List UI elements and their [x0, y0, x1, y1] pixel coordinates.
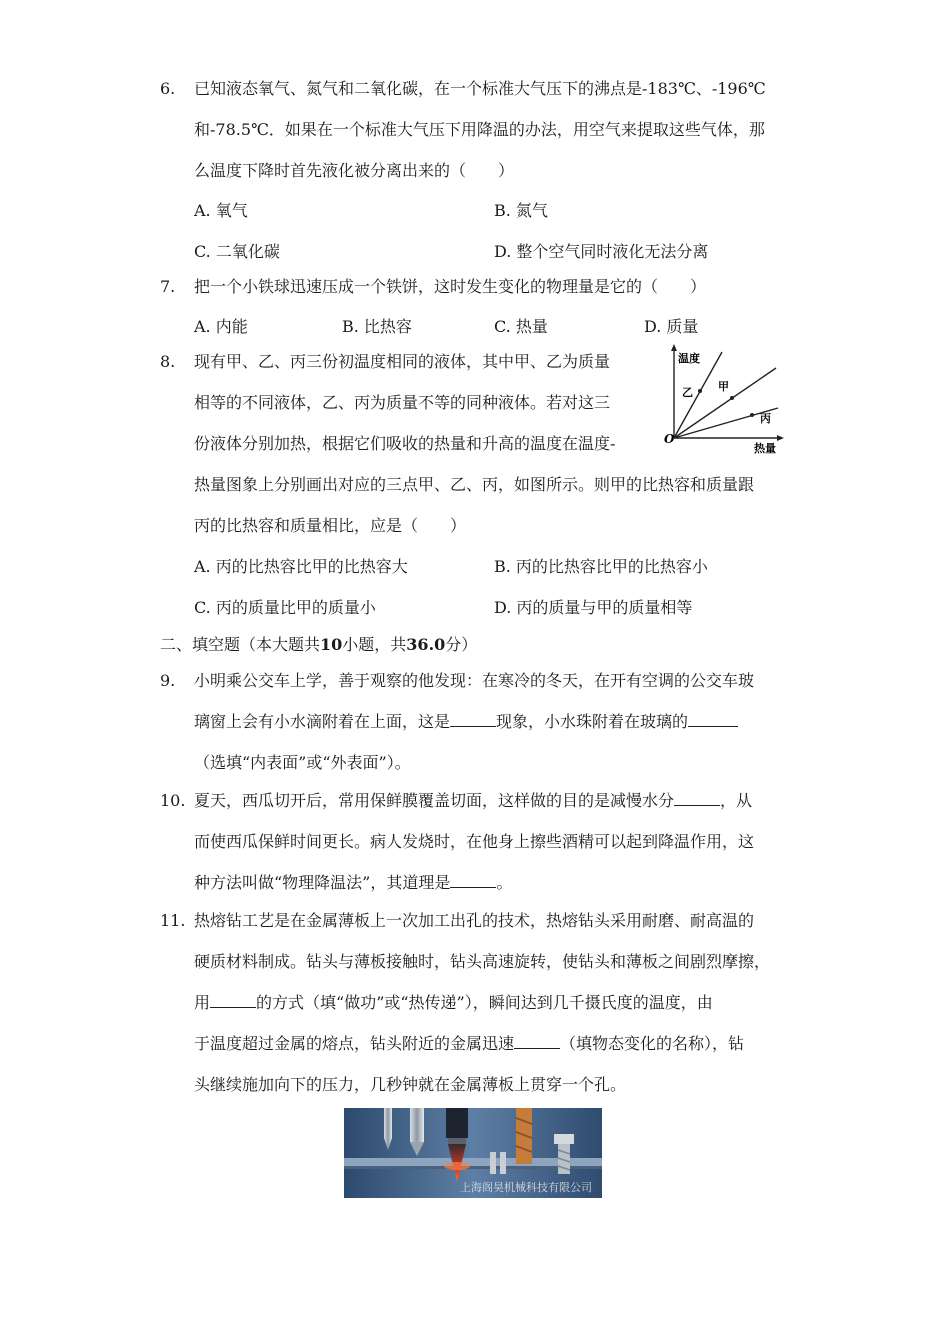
question-text-line: 把一个小铁球迅速压成一个铁饼，这时发生变化的物理量是它的（ ）	[194, 277, 707, 296]
option-d: D. 丙的质量与甲的质量相等	[494, 598, 693, 617]
point-bing	[750, 413, 754, 417]
section-score: 36.0	[406, 635, 446, 654]
question-number: 7.	[160, 277, 176, 296]
question-text-line: 种方法叫做“物理降温法”，其道理是 。	[194, 873, 513, 892]
flow-drill-photo	[344, 1108, 602, 1198]
question-text-line: （选填“内表面”或“外表面”）。	[194, 753, 411, 772]
option-b: B. 氮气	[494, 201, 548, 220]
section-middle: 小题，共	[342, 635, 407, 654]
answer-blank[interactable]	[688, 712, 738, 727]
label-bing: 丙	[760, 412, 771, 425]
question-text-line: 现有甲、乙、丙三份初温度相同的液体，其中甲、乙为质量	[194, 352, 611, 371]
question-number: 8.	[160, 352, 176, 371]
question-text-line: 小明乘公交车上学，善于观察的他发现：在寒冷的冬天，在开有空调的公交车玻	[194, 671, 755, 690]
option-d: D. 质量	[644, 317, 699, 336]
option-a: A. 丙的比热容比甲的比热容大	[194, 557, 408, 576]
question-text-line: 相等的不同液体，乙、丙为质量不等的同种液体。若对这三	[194, 393, 611, 412]
option-a: A. 内能	[194, 317, 248, 336]
question-number: 6.	[160, 79, 176, 98]
answer-blank[interactable]	[210, 993, 256, 1008]
section-heading	[160, 632, 477, 655]
question-text-line: 和-78.5℃．如果在一个标准大气压下用降温的办法，用空气来提取这些气体，那	[194, 120, 765, 139]
option-c: C. 丙的质量比甲的质量小	[194, 598, 376, 617]
section-count: 10	[320, 635, 343, 654]
origin-label: O	[664, 432, 675, 446]
question-text-line: 已知液态氧气、氮气和二氧化碳，在一个标准大气压下的沸点是-183℃、-196℃	[194, 79, 766, 98]
option-d: D. 整个空气同时液化无法分离	[494, 242, 709, 261]
answer-blank[interactable]	[450, 873, 496, 888]
option-b: B. 丙的比热容比甲的比热容小	[494, 557, 708, 576]
section-prefix: 二、填空题（本大题共	[160, 635, 321, 654]
point-jia	[730, 396, 734, 400]
answer-blank[interactable]	[674, 791, 720, 806]
question-text-line: 丙的比热容和质量相比，应是（ ）	[194, 516, 467, 535]
temperature-heat-graph	[660, 342, 786, 454]
option-c: C. 热量	[494, 317, 548, 336]
option-c: C. 二氧化碳	[194, 242, 280, 261]
flow-drill-illustration	[344, 1108, 602, 1198]
label-jia: 甲	[718, 380, 729, 393]
question-text-line: 份液体分别加热，根据它们吸收的热量和升高的温度在温度-	[194, 434, 616, 453]
question-text-line: 头继续施加向下的压力，几秒钟就在金属薄板上贯穿一个孔。	[194, 1075, 627, 1094]
question-text-line: 用 的方式（填“做功”或“热传递”），瞬间达到几千摄氏度的温度，由	[194, 993, 713, 1012]
x-axis-label: 热量	[754, 442, 776, 454]
section-suffix: 分）	[445, 635, 478, 654]
x-axis-arrow	[777, 435, 784, 441]
answer-blank[interactable]	[514, 1034, 560, 1049]
question-text-line: 夏天，西瓜切开后，常用保鲜膜覆盖切面，这样做的目的是减慢水分 ，从	[194, 791, 753, 810]
question-text-line: 璃窗上会有小水滴附着在上面，这是 现象，小水珠附着在玻璃的	[194, 701, 800, 742]
question-text-line: 热熔钻工艺是在金属薄板上一次加工出孔的技术，热熔钻头采用耐磨、耐高温的	[194, 911, 755, 930]
question-number: 10.	[160, 791, 186, 810]
question-text-line: 热量图象上分别画出对应的三点甲、乙、丙，如图所示。则甲的比热容和质量跟	[194, 475, 755, 494]
question-text-line: 于温度超过金属的熔点，钻头附近的金属迅速 （填物态变化的名称），钻	[194, 1034, 745, 1053]
option-b: B. 比热容	[342, 317, 412, 336]
y-axis-label: 温度	[678, 352, 700, 365]
line-jia	[674, 368, 776, 438]
question-text-line: 而使西瓜保鲜时间更长。病人发烧时，在他身上擦些酒精可以起到降温作用，这	[194, 832, 755, 851]
question-text-line: 硬质材料制成。钻头与薄板接触时，钻头高速旋转，使钻头和薄板之间剧烈摩擦，	[194, 952, 771, 971]
answer-blank[interactable]	[450, 712, 496, 727]
y-axis-arrow	[671, 344, 677, 351]
point-yi	[698, 389, 702, 393]
photo-watermark: 上海阁昊机械科技有限公司	[460, 1181, 592, 1194]
question-number: 11.	[160, 911, 186, 930]
question-text-line: 么温度下降时首先液化被分离出来的（ ）	[194, 161, 515, 180]
question-number: 9.	[160, 671, 176, 690]
option-a: A. 氧气	[194, 201, 248, 220]
label-yi: 乙	[682, 386, 693, 399]
